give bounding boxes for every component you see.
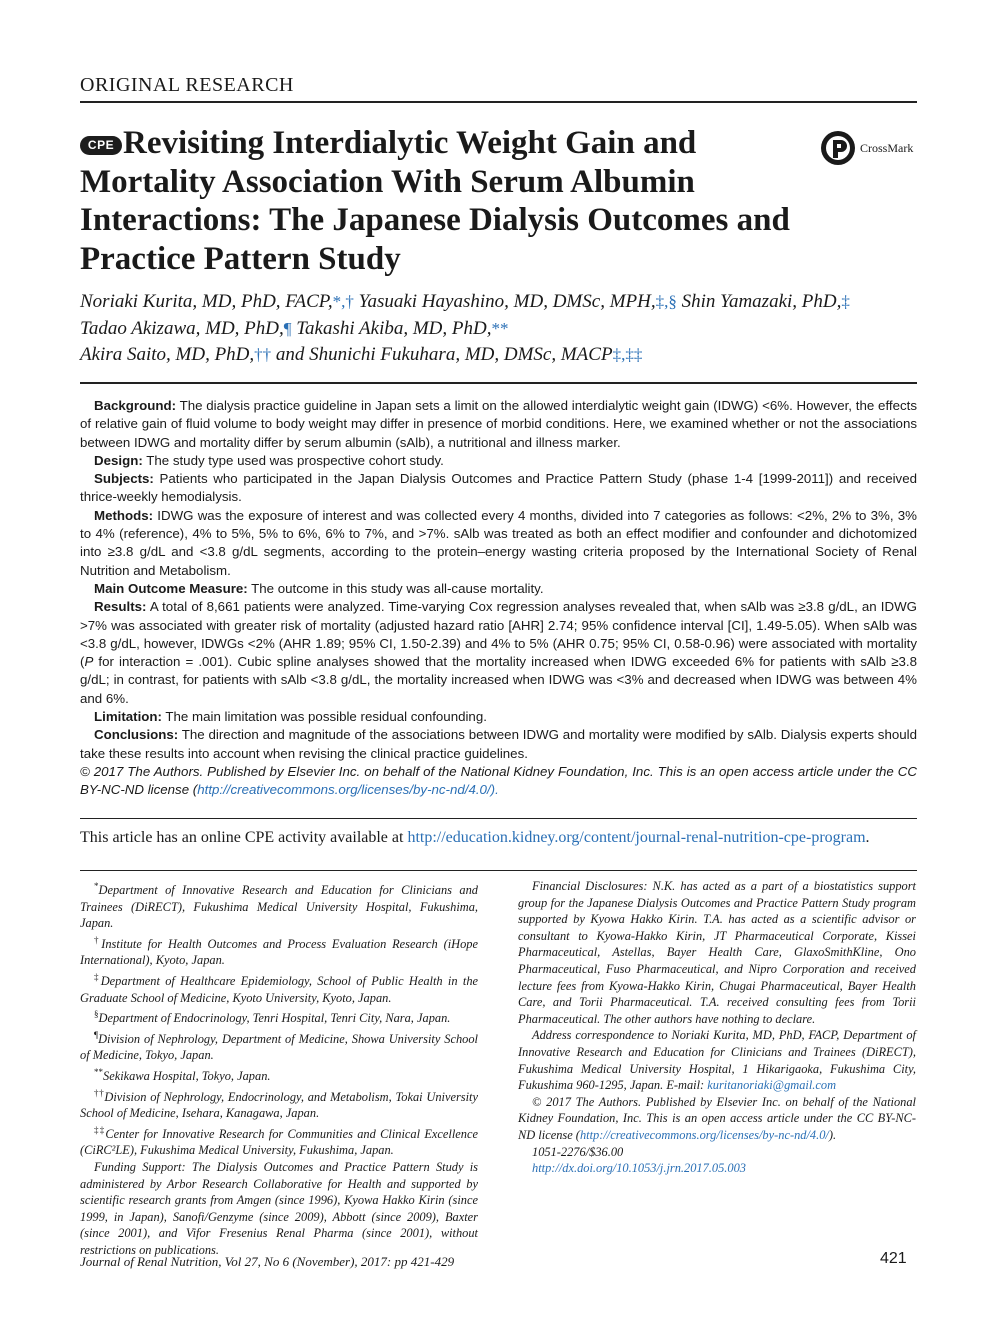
cpe-note: This article has an online CPE activity available at http://education.kidney.org/content/journal-renal-nutrition-cpe-program.	[80, 829, 870, 846]
abstract-methods: Methods: IDWG was the exposure of interest and was collected every 4 months, divided into 7 categories as follows: <2%, 2% to 3%, 3% to 4% (reference), 4% to 5%, 5% to 6%, 6% to 7%, and >7%. sAlb was treated as both an effect modifier and confounder and dichotomized into ≥3.8 g/dL and <3.8 g/dL segments, according to the protein–energy wasting criteria proposed by the International Society of Renal Nutrition and Metabolism.	[80, 507, 917, 578]
correspondence: Address correspondence to Noriaki Kurita, MD, PhD, FACP, Department of Innovative Research and Education for Clinicians and Trainees (DiRECT), Fukushima Medical University Hospital, 1 Hikarigaoka, Fukushima City, Fukushima 960-1295, Japan. E-mail: kuritanoriaki@gmail.com	[518, 1028, 916, 1093]
author-name: and Shunichi Fukuhara, MD, DMSc, MACP	[271, 344, 613, 365]
footnote: ‡Department of Healthcare Epidemiology, School of Public Health in the Graduate School of Medicine, Kyoto University, Kyoto, Japan.	[80, 971, 479, 1005]
email-link[interactable]: kuritanoriaki@gmail.com	[707, 1078, 837, 1093]
journal-citation: Journal of Renal Nutrition, Vol 27, No 6 (November), 2017: pp 421-429	[80, 1254, 455, 1269]
license-link[interactable]: http://creativecommons.org/licenses/by-nc-nd/4.0/).	[197, 782, 499, 798]
affiliation-marks[interactable]: ‡	[841, 292, 850, 311]
title-block	[80, 124, 800, 278]
cpe-divider-top	[80, 818, 917, 819]
abstract-results: Results: A total of 8,661 patients were analyzed. Time-varying Cox regression analyses revealed that, when sAlb was ≥3.8 g/dL, an IDWG >7% was associated with greater risk of mortality (adjusted hazard ratio [AHR] 2.74; 95% confidence interval [CI], 1.49-5.05). When sAlb was <3.8 g/dL, however, IDWGs <2% (AHR 1.89; 95% CI, 1.50-2.39) and 4% to 5% (AHR 0.75; 95% CI, 0.58-0.96) were associated with mortality (P for interaction = .001). Cubic spline analyses showed that the mortality increased when IDWG exceeded 6% for patients with sAlb ≥3.8 g/dL; in contrast, for patients with sAlb <3.8 g/dL, the mortality increased when IDWG was <3% and decreased when IDWG was between 4% and 6%.	[80, 599, 917, 706]
author-name: Takashi Akiba, MD, PhD,	[291, 317, 492, 339]
author-name: Yasuaki Hayashino, MD, DMSc, MPH,	[353, 291, 656, 312]
affiliation-marks[interactable]: *,†	[332, 292, 354, 311]
title-text: Revisiting Interdialytic Weight Gain and Mortality Association With Serum Albumin Interactions: The Japanese Dialysis Outcomes and Practice Pattern Study	[80, 125, 790, 277]
author-name: Akira Saito, MD, PhD,	[80, 344, 255, 365]
footnote: ¶Division of Nephrology, Department of Medicine, Showa University School of Medicine, Tokyo, Japan.	[80, 1029, 478, 1063]
footnote: §Department of Endocrinology, Tenri Hospital, Tenri City, Nara, Japan.	[94, 1009, 451, 1026]
license-link[interactable]: http://creativecommons.org/licenses/by-nc-nd/4.0/	[579, 1127, 829, 1142]
page-number: 421	[880, 1250, 907, 1267]
section-divider	[80, 101, 917, 103]
footnote: *Department of Innovative Research and Education for Clinicians and Trainees (DiRECT), Fukushima Medical University Hospital, Fukushima, Japan.	[80, 881, 478, 931]
footnote: †Institute for Health Outcomes and Process Evaluation Research (iHope International), Kyoto, Japan.	[80, 934, 478, 968]
abstract-limitation: Limitation: The main limitation was possible residual confounding.	[94, 709, 487, 725]
abstract	[80, 397, 917, 800]
author-name: Noriaki Kurita, MD, PhD, FACP,	[80, 291, 333, 312]
article-title	[80, 124, 800, 278]
author-name: Tadao Akizawa, MD, PhD,	[80, 317, 284, 339]
footnote: **Sekikawa Hospital, Tokyo, Japan.	[94, 1066, 271, 1083]
cpe-badge-icon: CPE	[80, 136, 122, 155]
crossmark-logo[interactable]	[820, 130, 913, 166]
section-label: ORIGINAL RESEARCH	[80, 74, 294, 96]
funding-support: Funding Support: The Dialysis Outcomes and Practice Pattern Study is administered by Arbor Research Collaborative for Health and supported by scientific research grants from Amgen (since 1996), Kyowa Hakko Kirin (since 1999, in Japan), Sanofi/Genzyme (since 2009), Abbott (since 2009), Baxter (since 2001), and Vifor Fresenius Renal Pharma (since 2001), without restrictions on publications.	[80, 1159, 478, 1257]
cpe-link[interactable]: http://education.kidney.org/content/journal-renal-nutrition-cpe-program	[407, 829, 866, 846]
crossmark-label: CrossMark	[860, 140, 914, 155]
author-name: Shin Yamazaki, PhD,	[676, 291, 842, 312]
license-note: © 2017 The Authors. Published by Elsevier Inc. on behalf of the National Kidney Foundation, Inc. This is an open access article under the CC BY-NC-ND license (http://creativecommons.org/licenses/by-nc-nd/4.0/).	[518, 1094, 916, 1142]
doi-link[interactable]: http://dx.doi.org/10.1053/j.jrn.2017.05.003	[532, 1161, 746, 1176]
financial-disclosures: Financial Disclosures: N.K. has acted as a part of a biostatistics support group for the Japanese Dialysis Outcomes and Practice Pattern Study program supported by Kyowa Hakko Kirin. T.A. has acted as a scientific advisor or consultant to Kyowa-Hakko Kirin, JT Pharmaceutical Corporate, Kissei Pharmaceutical, Astellas, Bayer Health Care, GlaxoSmithKline, Ono Pharmaceutical, Fuso Pharmaceutical, and Nipro Corporation and received lecture fees from Kyowa-Hakko Kirin, Chugai Pharmaceutical, Bayer Health Care, and Torii Pharmaceutical. T.A. received consulting fees from Torii Pharmaceutical. The other authors have nothing to declare.	[518, 879, 916, 1026]
abstract-outcome: Main Outcome Measure: The outcome in this study was all-cause mortality.	[94, 580, 544, 596]
cpe-divider-bottom	[80, 870, 917, 871]
footnote: ††Division of Nephrology, Endocrinology, and Metabolism, Tokai University School of Medicine, Isehara, Kanagawa, Japan.	[80, 1087, 479, 1121]
abstract-subjects: Subjects: Patients who participated in the Japan Dialysis Outcomes and Practice Pattern Study (phase 1-4 [1999-2011]) and received thrice-weekly hemodialysis.	[80, 471, 917, 505]
issn: 1051-2276/$36.00	[532, 1144, 624, 1159]
abstract-background: Background: The dialysis practice guideline in Japan sets a limit on the allowed interdialytic weight gain (IDWG) <6%. However, the effects of relative gain of fluid volume to body weight may differ in presence of morbid conditions. Here, we examined whether or not the associations between IDWG and mortality differ by serum albumin (sAlb), a nutritional and illness marker.	[80, 398, 917, 450]
abstract-divider	[80, 382, 917, 384]
doi	[518, 1160, 916, 1177]
affiliation-marks[interactable]: ¶	[283, 318, 292, 338]
author-list	[80, 289, 920, 369]
abstract-copyright: © 2017 The Authors. Published by Elsevier Inc. on behalf of the National Kidney Foundation, Inc. This is an open access article under the CC BY-NC-ND license (http://creativecommons.org/licenses/by-nc-nd/4.0/).	[80, 763, 917, 798]
footnotes-right-column	[518, 878, 916, 1177]
affiliation-marks[interactable]: ††	[254, 345, 272, 364]
affiliation-marks[interactable]: **	[491, 318, 509, 338]
footnote: ‡‡Center for Innovative Research for Communities and Clinical Excellence (CiRC²LE), Fukushima Medical University, Fukushima, Japan.	[80, 1124, 478, 1158]
abstract-conclusions: Conclusions: The direction and magnitude of the associations between IDWG and mortality were modified by sAlb. Dialysis experts should take these results into account when revising the clinical practice guidelines.	[80, 727, 917, 761]
footnotes-left-column	[80, 878, 478, 1258]
affiliation-marks[interactable]: ‡,‡‡	[612, 345, 643, 364]
crossmark-icon	[820, 130, 856, 166]
abstract-design: Design: The study type used was prospective cohort study.	[94, 452, 444, 468]
affiliation-marks[interactable]: ‡,§	[655, 292, 677, 311]
